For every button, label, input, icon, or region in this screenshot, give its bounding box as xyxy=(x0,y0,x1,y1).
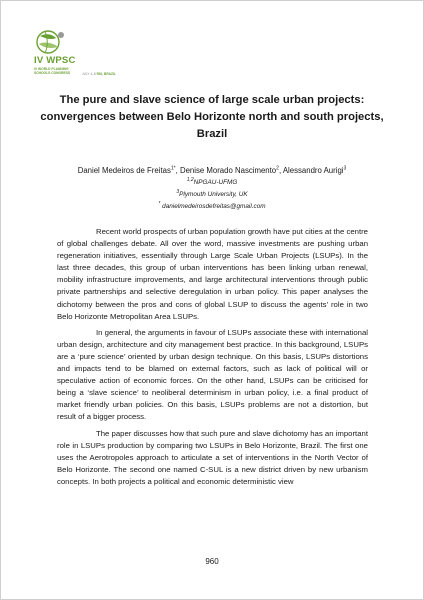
author-line xyxy=(20,166,404,176)
author-2-sup: 2 xyxy=(276,165,279,172)
contact-email xyxy=(20,200,404,211)
author-1: Daniel Medeiros de Freitas xyxy=(77,166,171,175)
affiliation-2 xyxy=(20,188,404,199)
paragraph-2: In general, the arguments in favour of LSUPs associate these with international urban design, architecture and city management best practice. In this background, LSUPs are a ‘pure science’ oriented by urban design technique. On this basis, LSUPs distortions and impacts tend to be blamed on external factors, such as lack of political will or speculative action of economic forces. On the other hand, LSUPs can be criticised for being a ‘slave science’ to neoliberal determinism in urban policy, i.e. a final product of market friendly urban policies. On this basis, LSUPs problems are not a distortion, but result of a bigger process. xyxy=(57,327,368,422)
author-3: Alessandro Aurigi xyxy=(282,166,344,175)
author-3-sup: 3 xyxy=(343,165,347,172)
author-sep-1: , xyxy=(175,166,180,175)
abstract-body xyxy=(57,226,368,492)
contact-email-sup: * xyxy=(158,200,161,207)
paragraph-3: The paper discusses how that such pure and slave dichotomy has an important role in LSUPs production by comparing two LSUPs in Belo Horizonte, Brazil. The first one uses the Aerotropoles approach to articulate a set of interventions in the North Vector of Belo Horizonte. The second one named C-SUL is a new district driven by new urbanism concepts. In both projects a political and economic deterministic view xyxy=(57,428,368,486)
contact-email-text: danielmedeirosdefreitas@gmail.com xyxy=(160,203,266,210)
affiliation-2-sup: 3 xyxy=(176,188,180,195)
author-sep-2: , xyxy=(278,166,283,175)
affiliation-1-sup: 1,2 xyxy=(186,176,194,183)
logo-tagline xyxy=(82,72,116,76)
logo-wordmark: IV WPSC xyxy=(34,55,76,66)
author-2: Denise Morado Nascimento xyxy=(179,166,277,175)
page-number: 960 xyxy=(205,557,219,566)
affiliation-1-text: NPGAU-UFMG xyxy=(193,179,238,186)
author-1-sup: 1* xyxy=(170,165,176,172)
globe-leaf-icon xyxy=(34,27,74,57)
affiliation-1 xyxy=(20,176,404,187)
logo-tag-place: RIO, BRAZIL xyxy=(96,72,116,76)
affiliation-2-text: Plymouth University, UK xyxy=(179,191,248,198)
congress-logo xyxy=(34,27,174,77)
paragraph-1: Recent world prospects of urban population growth have put cities at the centre of global challenges debate. All over the word, massive investments are pushing urban regeneration initiatives, essentially through Large Scale Urban Projects (LSUPs). In the last three decades, this group of urban interventions has been linking urban renewal, mobility infrastructure improvements, and large architectural interventions through public private partnerships and selective deregulation in urban policy. This paper analyses the dichotomy between the pros and cons of global LSUP to discuss the agents’ role in two Belo Horizonte Metropolitan Area LSUPs. xyxy=(57,227,368,321)
logo-subtitle: IV WORLD PLANNING SCHOOLS CONGRESS xyxy=(34,67,71,75)
paper-title: The pure and slave science of large scale urban projects: convergences between Belo Horizonte north and south projects, Brazil xyxy=(40,94,384,140)
logo-tag-dates: JULY 4–8 xyxy=(82,72,96,76)
